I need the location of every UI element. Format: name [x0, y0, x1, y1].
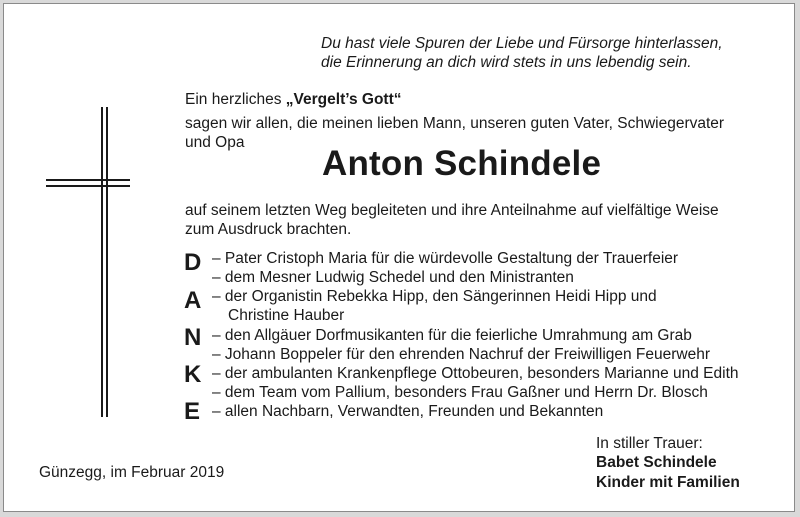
danke-item: – Pater Cristoph Maria für die würdevolle Gestaltung der Trauerfeier — [212, 250, 679, 267]
motto-line-2: die Erinnerung an dich wird stets in uns lebendig sein. — [321, 54, 692, 71]
deceased-name: Anton Schindele — [322, 144, 602, 183]
signature-name: Babet Schindele — [596, 454, 717, 471]
danke-letter: K — [184, 361, 202, 388]
danke-item: – allen Nachbarn, Verwandten, Freunden und Bekannten — [212, 403, 604, 420]
cross-icon-horizontal-bottom — [46, 185, 130, 187]
motto-line-1: Du hast viele Spuren der Liebe und Fürsorge hinterlassen, — [321, 35, 723, 52]
cross-icon-vertical-right — [106, 107, 108, 417]
danke-item: – den Allgäuer Dorfmusikanten für die feierliche Umrahmung am Grab — [212, 327, 692, 344]
intro-line-1: sagen wir allen, die meinen lieben Mann, unseren guten Vater, Schwiegervater — [185, 115, 725, 132]
danke-letter: D — [184, 249, 202, 276]
danke-letter: E — [184, 398, 201, 425]
thanks-prefix: Ein herzliches — [185, 91, 286, 108]
after-line-2: zum Ausdruck brachten. — [185, 221, 352, 238]
cross-icon-vertical-left — [101, 107, 103, 417]
cross-icon-horizontal-top — [46, 179, 130, 181]
danke-letter: N — [184, 324, 202, 351]
danke-item: – der Organistin Rebekka Hipp, den Sängerinnen Heidi Hipp und — [212, 288, 657, 305]
danke-item: Christine Hauber — [228, 307, 345, 324]
obituary-notice — [3, 3, 795, 512]
intro-line-2: und Opa — [185, 134, 245, 151]
danke-item: – der ambulanten Krankenpflege Ottobeuren, besonders Marianne und Edith — [212, 365, 739, 382]
danke-item: – dem Team vom Pallium, besonders Frau Gaßner und Herrn Dr. Blosch — [212, 384, 708, 401]
thanks-phrase: „Vergelt’s Gott“ — [285, 91, 402, 108]
danke-letter: A — [184, 287, 202, 314]
thanks-line — [185, 90, 402, 109]
after-line-1: auf seinem letzten Weg begleiteten und ihre Anteilnahme auf vielfältige Weise — [185, 202, 719, 219]
danke-item: – dem Mesner Ludwig Schedel und den Ministranten — [212, 269, 574, 286]
signature-family: Kinder mit Familien — [596, 474, 740, 491]
signature-label: In stiller Trauer: — [596, 435, 703, 452]
memorial-motto — [321, 34, 761, 72]
after-text — [185, 201, 719, 239]
place-date: Günzegg, im Februar 2019 — [39, 464, 225, 481]
danke-item: – Johann Boppeler für den ehrenden Nachruf der Freiwilligen Feuerwehr — [212, 346, 711, 363]
